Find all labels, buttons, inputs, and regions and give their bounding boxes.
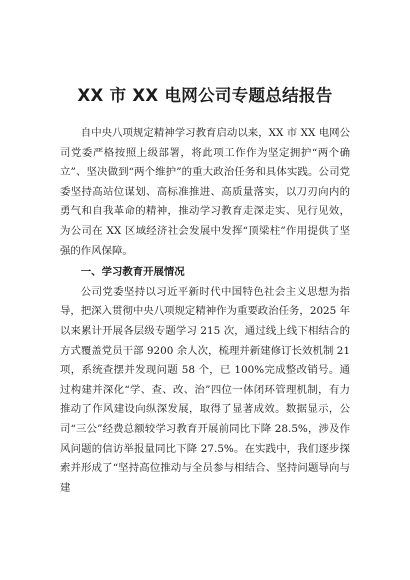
intro-paragraph: 自中央八项规定精神学习教育启动以来，XX 市 XX 电网公司党委严格按照上级部署，将此项工作作为坚定拥护“两个确立”、坚决做到“两个维护”的重大政治任务和具体实践。公司党委坚持高站位谋划、高标准推进、高质量落实，以刀刃向内的勇气和自我革命的精神，推动学习教育走深走实、见行见效，为公司在 XX 区域经济社会发展中发挥“顶梁柱”作用提供了坚强的作风保障。: [60, 127, 350, 257]
document-title: XX 市 XX 电网公司专题总结报告: [77, 86, 333, 105]
section-paragraph: 公司党委坚持以习近平新时代中国特色社会主义思想为指导，把深入贯彻中央八项规定精神作为重要政治任务，2025 年以来累计开展各层级专题学习 215 次，通过线上线下相结合的方式覆盖党员干部 9200 余人次，梳理并新建修订长效机制 21 项，系统查摆并发现问题 58 个，已 100%完成整改销号。通过构建并深化“学、查、改、治”四位一体闭环管理机制，有力推动了作风建设向纵深发展，取得了显著成效。数据显示，公司“三公”经费总额较学习教育开展前同比下降 28.5%，涉及作风问题的信访举报量同比下降 27.5%。在实践中，我们逐步探索并形成了“坚持高位推动与全员参与相结合、坚持问题导向与建: [60, 285, 350, 494]
section-heading: 一、学习教育开展情况: [80, 266, 185, 279]
